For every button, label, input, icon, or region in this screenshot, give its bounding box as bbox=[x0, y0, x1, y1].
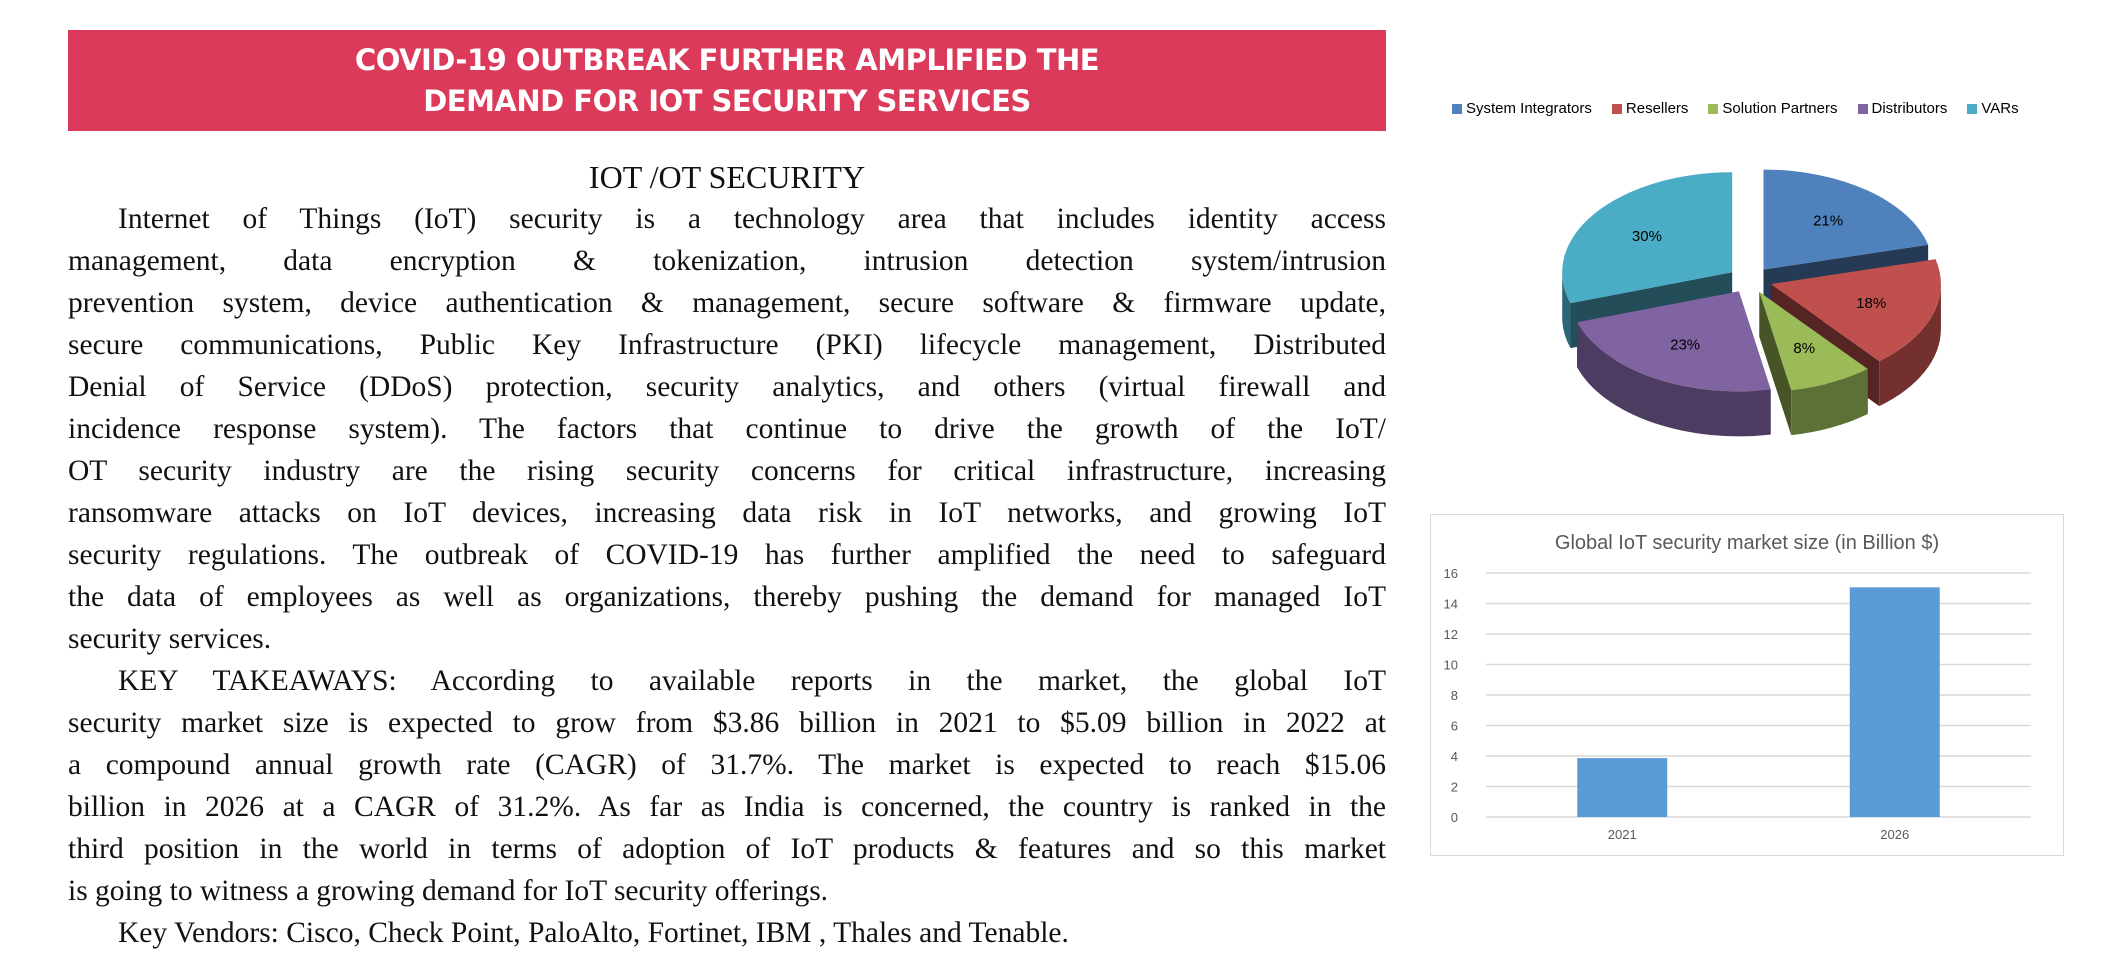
y-tick-label: 14 bbox=[1443, 596, 1458, 612]
banner-title-line-2: DEMAND FOR IOT SECURITY SERVICES bbox=[423, 83, 1031, 118]
text-line: a compound annual growth rate (CAGR) of 31.7%. The market is expected to reach $15.06 bbox=[68, 749, 1386, 781]
text-line: prevention system, device authentication & management, secure software & firmware update, bbox=[68, 287, 1386, 319]
x-tick-label: 2026 bbox=[1880, 827, 1910, 842]
legend-item bbox=[1612, 100, 1689, 117]
legend-item bbox=[1708, 100, 1837, 117]
y-tick-label: 12 bbox=[1443, 627, 1458, 642]
y-tick-label: 0 bbox=[1450, 810, 1458, 825]
y-tick-label: 8 bbox=[1450, 688, 1458, 703]
legend-item bbox=[1967, 100, 2018, 117]
legend-swatch bbox=[1612, 104, 1622, 114]
text-line: incidence response system). The factors that continue to drive the growth of the IoT/ bbox=[68, 413, 1386, 445]
legend-swatch bbox=[1708, 104, 1718, 114]
y-tick-label: 6 bbox=[1450, 718, 1458, 734]
legend-swatch bbox=[1967, 104, 1977, 114]
text-line: Internet of Things (IoT) security is a technology area that includes identity access bbox=[118, 203, 1386, 235]
pie-data-label: 21% bbox=[1813, 212, 1844, 230]
pie-data-label: 18% bbox=[1856, 295, 1887, 313]
title-banner bbox=[68, 30, 1386, 131]
legend-swatch bbox=[1858, 104, 1868, 114]
y-tick-label: 4 bbox=[1450, 749, 1458, 764]
legend-label: VARs bbox=[1981, 100, 2019, 117]
text-line: secure communications, Public Key Infrastructure (PKI) lifecycle management, Distributed bbox=[68, 329, 1386, 361]
bar-chart-title: Global IoT security market size (in Billion $) bbox=[1554, 532, 1940, 554]
bar bbox=[1577, 758, 1667, 817]
pie-legend bbox=[1452, 100, 2019, 117]
text-line: management, data encryption & tokenization, intrusion detection system/intrusion bbox=[68, 245, 1386, 277]
text-line: OT security industry are the rising security concerns for critical infrastructure, increasing bbox=[68, 455, 1386, 487]
y-tick-label: 2 bbox=[1450, 779, 1458, 795]
text-line: is going to witness a growing demand for IoT security offerings. bbox=[68, 875, 829, 907]
pie-data-label: 30% bbox=[1631, 227, 1662, 245]
text-line: Denial of Service (DDoS) protection, security analytics, and others (virtual firewall and bbox=[68, 371, 1386, 403]
x-tick-label: 2021 bbox=[1607, 827, 1637, 842]
legend-item bbox=[1858, 100, 1948, 117]
text-line: Key Vendors: Cisco, Check Point, PaloAlto, Fortinet, IBM , Thales and Tenable. bbox=[118, 917, 1069, 949]
legend-label: Resellers bbox=[1625, 100, 1689, 117]
text-line: ransomware attacks on IoT devices, increasing data risk in IoT networks, and growing IoT bbox=[68, 497, 1386, 529]
text-line: third position in the world in terms of adoption of IoT products & features and so this market bbox=[68, 833, 1386, 865]
text-line: security services. bbox=[68, 623, 272, 655]
legend-item bbox=[1452, 100, 1592, 117]
bar bbox=[1850, 587, 1940, 817]
legend-swatch bbox=[1452, 104, 1462, 114]
text-line: the data of employees as well as organizations, thereby pushing the demand for managed IoT bbox=[68, 581, 1386, 613]
article-body bbox=[68, 198, 1386, 954]
bar-chart bbox=[1431, 515, 2063, 855]
text-line: security regulations. The outbreak of COVID-19 has further amplified the need to safeguard bbox=[68, 539, 1386, 571]
y-tick-label: 16 bbox=[1443, 566, 1458, 581]
bar-chart-container bbox=[1430, 514, 2064, 856]
legend-label: Solution Partners bbox=[1722, 100, 1838, 117]
section-heading: IOT /OT SECURITY bbox=[588, 159, 866, 195]
text-line: KEY TAKEAWAYS: According to available reports in the market, the global IoT bbox=[118, 665, 1386, 697]
legend-label: Distributors bbox=[1871, 100, 1948, 117]
y-tick-label: 10 bbox=[1443, 657, 1458, 673]
banner-title-line-1: COVID-19 OUTBREAK FURTHER AMPLIFIED THE bbox=[354, 42, 1100, 77]
pie-data-label: 23% bbox=[1670, 336, 1701, 354]
text-line: billion in 2026 at a CAGR of 31.2%. As far as India is concerned, the country is ranked in the bbox=[68, 791, 1386, 823]
legend-label: System Integrators bbox=[1466, 100, 1592, 117]
pie-data-label: 8% bbox=[1793, 340, 1816, 358]
pie-chart bbox=[1500, 150, 2000, 440]
text-line: security market size is expected to grow from $3.86 billion in 2021 to $5.09 billion in 2022 at bbox=[68, 707, 1386, 739]
